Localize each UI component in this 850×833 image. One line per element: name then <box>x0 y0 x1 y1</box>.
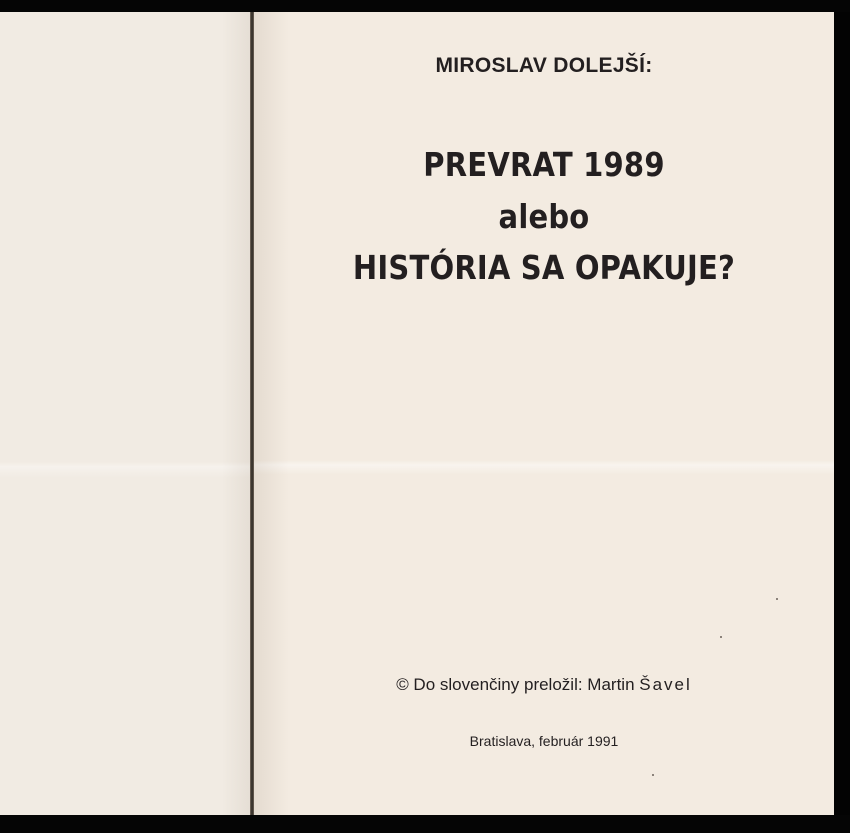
translator-surname: Šavel <box>639 675 692 694</box>
paper-speck <box>776 598 778 600</box>
paper-speck <box>720 636 722 638</box>
left-page-blank <box>0 12 252 815</box>
author-name: MIROSLAV DOLEJŠÍ: <box>435 54 653 77</box>
title-page <box>254 12 834 815</box>
paper-speck <box>652 774 654 776</box>
title-line-3: HISTÓRIA SA OPAKUJE? <box>352 248 736 287</box>
place-and-date: Bratislava, február 1991 <box>469 733 619 749</box>
title-line-2: alebo <box>498 197 590 236</box>
title-line-1: PREVRAT 1989 <box>423 145 665 184</box>
translator-credit <box>254 675 834 695</box>
right-edge-shadow <box>834 12 850 815</box>
translator-credit-prefix: © Do slovenčiny preložil: Martin <box>396 675 635 694</box>
